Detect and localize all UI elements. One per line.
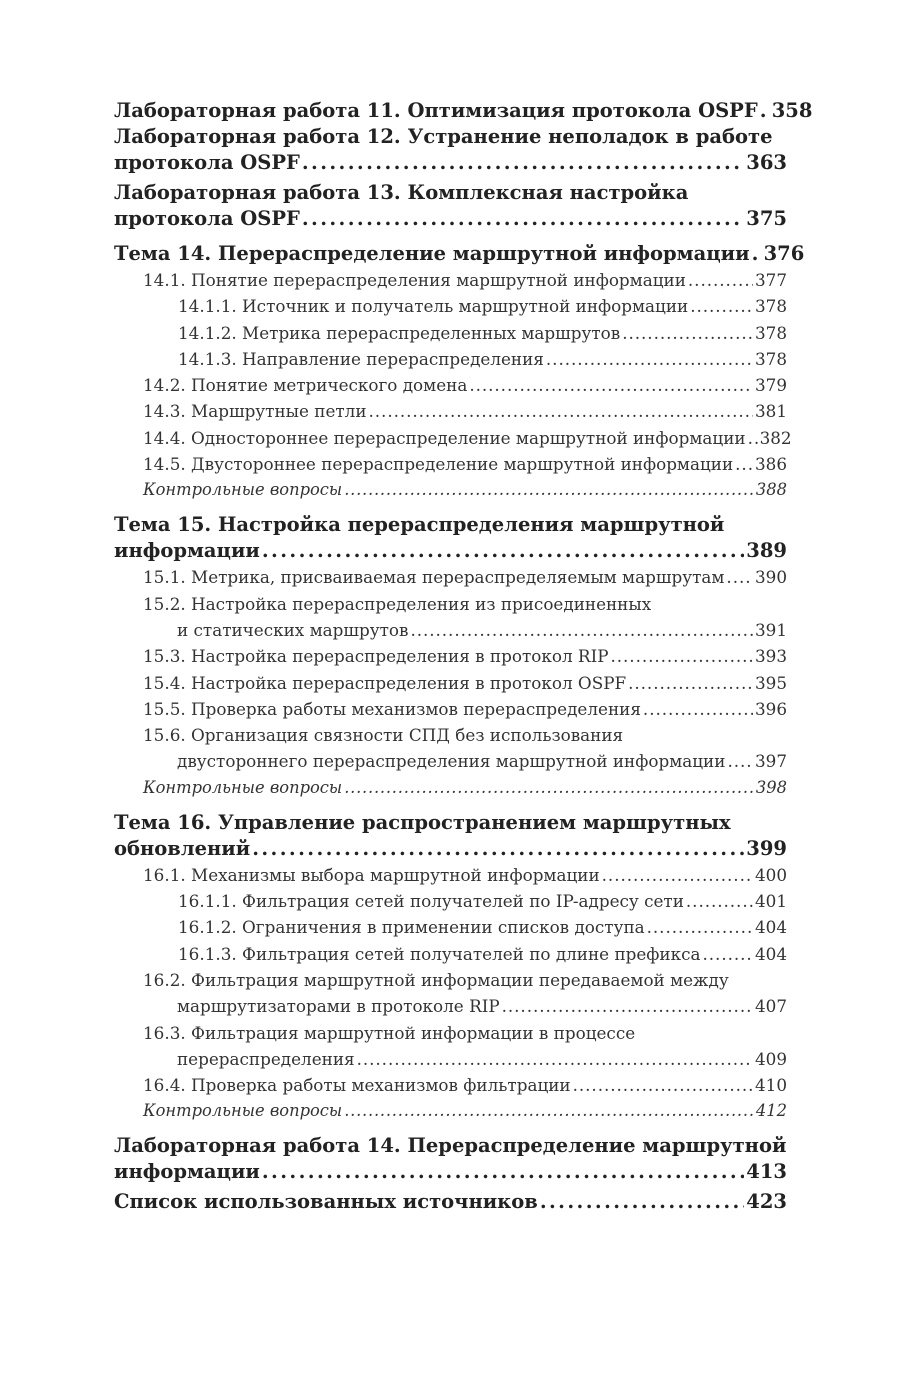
toc-entry-title: 14.2. Понятие метрического домена bbox=[143, 375, 468, 396]
toc-entry-title: 16.1.3. Фильтрация сетей получателей по длине префикса bbox=[178, 943, 701, 964]
toc-entry-questions-16[interactable] bbox=[114, 1098, 787, 1124]
toc-entry-page: 377 bbox=[754, 270, 787, 290]
toc-entry-page: 378 bbox=[754, 296, 787, 317]
toc-entry-title: Список использованных источников bbox=[114, 1190, 538, 1214]
toc-entry-15-1[interactable] bbox=[114, 564, 787, 590]
toc-entry-14-1[interactable] bbox=[114, 267, 787, 293]
toc-entry-16-1-2[interactable] bbox=[114, 914, 787, 940]
toc-entry-title: 14.1.3. Направление перераспределения bbox=[178, 348, 544, 369]
toc-entry-15-6[interactable] bbox=[114, 722, 787, 775]
toc-entry-lab-14[interactable] bbox=[114, 1133, 787, 1185]
toc-entry-page: 389 bbox=[746, 539, 787, 563]
toc-entry-page: 395 bbox=[754, 672, 787, 693]
toc-entry-title-line2: и статических маршрутов bbox=[177, 619, 409, 640]
toc-entry-title: 16.1. Механизмы выбора маршрутной информации bbox=[143, 864, 600, 885]
toc-entry-title: 15.4. Настройка перераспределения в протокол OSPF bbox=[143, 672, 627, 693]
toc-entry-page: 391 bbox=[754, 619, 787, 640]
toc-entry-title-line2: информации bbox=[114, 1160, 260, 1184]
toc-entry-title-line1: Лабораторная работа 13. Комплексная настройка bbox=[114, 181, 689, 204]
toc-entry-lab-11[interactable] bbox=[114, 98, 813, 124]
toc-entry-title: 14.1. Понятие перераспределения маршрутной информации bbox=[143, 270, 686, 290]
toc-entry-topic-15[interactable] bbox=[114, 512, 787, 564]
toc-entry-title-line1: 16.3. Фильтрация маршрутной информации в процессе bbox=[143, 1022, 636, 1043]
toc-entry-title-line2: протокола OSPF bbox=[114, 151, 300, 174]
toc-entry-title: Контрольные вопросы bbox=[143, 480, 343, 500]
toc-entry-title: 16.4. Проверка работы механизмов фильтрации bbox=[143, 1075, 571, 1096]
toc-entry-page: 358 bbox=[771, 99, 813, 122]
toc-entry-page: 390 bbox=[754, 567, 787, 588]
toc-entry-page: 386 bbox=[754, 454, 787, 475]
toc-entry-title-line1: Лабораторная работа 12. Устранение неполадок в работе bbox=[114, 125, 773, 148]
toc-entry-page: 404 bbox=[754, 917, 787, 938]
toc-entry-page: 399 bbox=[746, 836, 787, 860]
toc-entry-15-5[interactable] bbox=[114, 696, 787, 722]
toc-entry-page: 393 bbox=[754, 646, 787, 667]
toc-entry-title-line2: маршрутизаторами в протоколе RIP bbox=[177, 996, 500, 1017]
toc-entry-page: 363 bbox=[746, 151, 787, 174]
toc-entry-14-2[interactable] bbox=[114, 372, 787, 398]
toc-entry-title-line1: Тема 15. Настройка перераспределения маршрутной bbox=[114, 513, 725, 537]
toc-entry-title-line1: Лабораторная работа 14. Перераспределение маршрутной bbox=[114, 1134, 787, 1158]
toc-entry-16-2[interactable] bbox=[114, 967, 787, 1020]
toc-entry-14-1-3[interactable] bbox=[114, 346, 787, 372]
toc-entry-15-3[interactable] bbox=[114, 643, 787, 669]
toc-entry-page: 378 bbox=[754, 322, 787, 343]
toc-entry-page: 398 bbox=[755, 777, 787, 797]
toc-entry-page: 404 bbox=[754, 943, 787, 964]
toc-entry-title: 14.1.1. Источник и получатель маршрутной информации bbox=[178, 296, 689, 317]
toc-entry-title-line2: обновлений bbox=[114, 836, 251, 860]
toc-entry-15-4[interactable] bbox=[114, 670, 787, 696]
toc-entry-page: 382 bbox=[759, 427, 792, 448]
toc-entry-14-5[interactable] bbox=[114, 451, 787, 477]
toc-entry-title-line1: 15.6. Организация связности СПД без использования bbox=[143, 725, 624, 746]
toc-entry-questions-14[interactable] bbox=[114, 477, 787, 503]
toc-entry-15-2[interactable] bbox=[114, 591, 787, 644]
toc-entry-title-line1: Тема 16. Управление распространением маршрутных bbox=[114, 810, 731, 834]
toc-entry-title: Контрольные вопросы bbox=[143, 1101, 343, 1121]
toc-entry-title: 15.1. Метрика, присваиваемая перераспределяемым маршрутам bbox=[143, 567, 725, 588]
toc-entry-topic-14[interactable] bbox=[114, 241, 805, 267]
toc-entry-title-line2: протокола OSPF bbox=[114, 207, 300, 230]
toc-entry-title: 16.1.1. Фильтрация сетей получателей по IP-адресу сети bbox=[178, 891, 684, 912]
toc-entry-references[interactable] bbox=[114, 1189, 787, 1215]
toc-entry-title: 14.1.2. Метрика перераспределенных маршрутов bbox=[178, 322, 621, 343]
table-of-contents bbox=[114, 98, 813, 1215]
toc-entry-16-1-1[interactable] bbox=[114, 888, 787, 914]
toc-entry-topic-16[interactable] bbox=[114, 810, 787, 862]
toc-entry-page: 412 bbox=[755, 1101, 787, 1121]
toc-entry-title: 14.3. Маршрутные петли bbox=[143, 401, 367, 422]
toc-entry-16-4[interactable] bbox=[114, 1072, 787, 1098]
toc-entry-title: 14.5. Двустороннее перераспределение маршрутной информации bbox=[143, 454, 734, 475]
toc-entry-page: 409 bbox=[754, 1048, 787, 1069]
toc-entry-title: 15.3. Настройка перераспределения в протокол RIP bbox=[143, 646, 609, 667]
toc-entry-lab-12[interactable] bbox=[114, 124, 787, 176]
toc-entry-page: 413 bbox=[746, 1160, 787, 1184]
toc-entry-title-line2: двустороннего перераспределения маршрутной информации bbox=[177, 751, 726, 772]
toc-entry-page: 379 bbox=[754, 375, 787, 396]
toc-entry-title: Контрольные вопросы bbox=[143, 777, 343, 797]
toc-entry-title: 15.5. Проверка работы механизмов перераспределения bbox=[143, 698, 641, 719]
toc-entry-title: Лабораторная работа 11. Оптимизация протокола OSPF bbox=[114, 99, 758, 122]
toc-entry-page: 407 bbox=[754, 996, 787, 1017]
toc-entry-title: 16.1.2. Ограничения в применении списков доступа bbox=[178, 917, 645, 938]
toc-entry-title-line1: 16.2. Фильтрация маршрутной информации передаваемой между bbox=[143, 969, 729, 990]
toc-entry-page: 381 bbox=[754, 401, 787, 422]
toc-entry-page: 378 bbox=[754, 348, 787, 369]
toc-entry-14-1-2[interactable] bbox=[114, 320, 787, 346]
toc-entry-title-line2: перераспределения bbox=[177, 1048, 355, 1069]
toc-entry-questions-15[interactable] bbox=[114, 775, 787, 801]
toc-entry-16-1-3[interactable] bbox=[114, 941, 787, 967]
toc-entry-page: 397 bbox=[754, 751, 787, 772]
toc-entry-page: 423 bbox=[746, 1190, 787, 1214]
toc-entry-page: 388 bbox=[755, 480, 787, 500]
toc-entry-lab-13[interactable] bbox=[114, 180, 787, 232]
toc-entry-page: 401 bbox=[754, 891, 787, 912]
toc-entry-page: 396 bbox=[754, 698, 787, 719]
toc-entry-page: 376 bbox=[763, 242, 805, 265]
toc-entry-14-3[interactable] bbox=[114, 398, 787, 424]
toc-entry-14-4[interactable] bbox=[114, 425, 792, 451]
toc-entry-title: Тема 14. Перераспределение маршрутной информации bbox=[114, 242, 750, 265]
toc-entry-16-1[interactable] bbox=[114, 862, 787, 888]
toc-entry-14-1-1[interactable] bbox=[114, 293, 787, 319]
toc-entry-title: 14.4. Одностороннее перераспределение маршрутной информации bbox=[143, 427, 746, 448]
toc-entry-page: 400 bbox=[754, 864, 787, 885]
toc-entry-title-line1: 15.2. Настройка перераспределения из присоединенных bbox=[143, 593, 652, 614]
toc-entry-title-line2: информации bbox=[114, 539, 260, 563]
toc-entry-16-3[interactable] bbox=[114, 1020, 787, 1073]
toc-entry-page: 410 bbox=[754, 1075, 787, 1096]
toc-entry-page: 375 bbox=[746, 207, 787, 230]
